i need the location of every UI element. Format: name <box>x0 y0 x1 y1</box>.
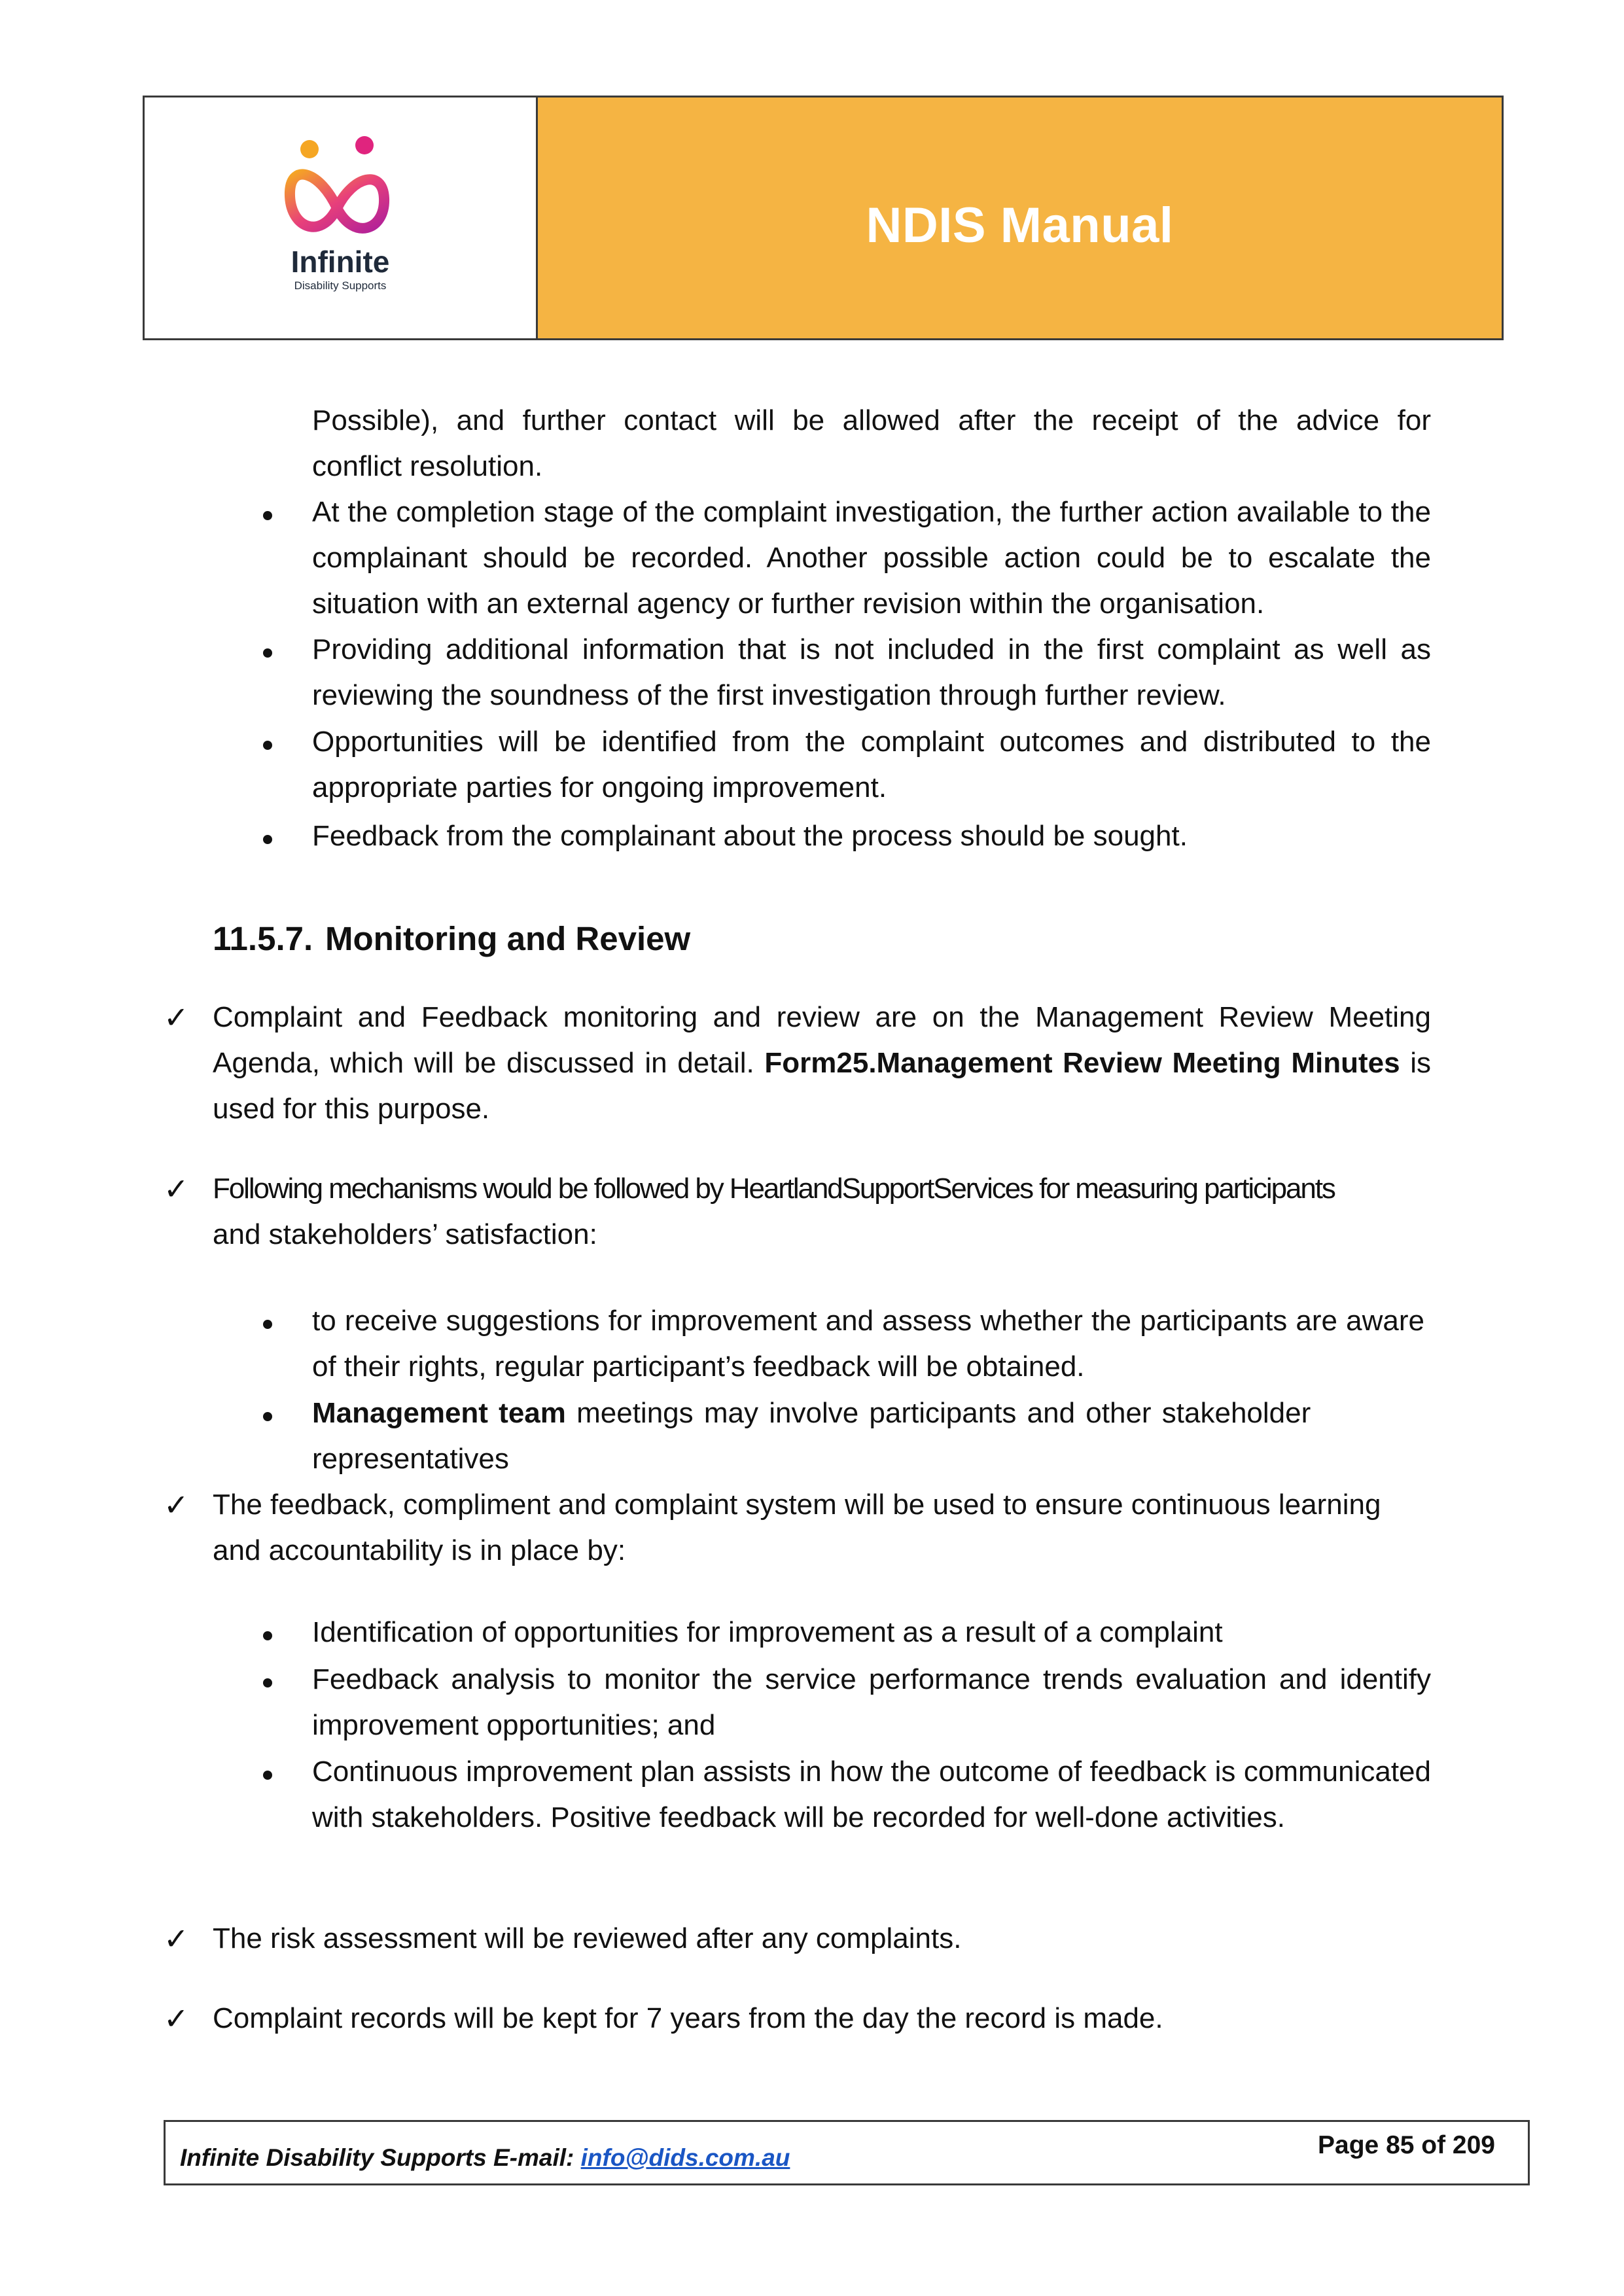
page-footer <box>164 2120 1530 2185</box>
check-item-text: Complaint and Feedback monitoring and review are on the Management Review Meeting Agenda, which will be discussed in detail. <box>213 1001 1431 1079</box>
continued-line-1: Possible), and further contact will be allowed after the receipt of the advice for <box>312 404 1431 436</box>
checkmark-icon: ✓ <box>164 1487 189 1523</box>
logo-infinity-mark <box>290 175 384 228</box>
bullet-dot <box>263 1412 272 1421</box>
logo-pink-dot <box>355 136 374 154</box>
bullet-dot <box>263 1678 272 1687</box>
list-item: At the completion stage of the complaint investigation, the further action available to the complainant should be recorded. Another possible action could be to escalate the situation with an external agency or further revision within the organisation. <box>312 496 1431 620</box>
title-cell <box>538 97 1502 338</box>
section-heading <box>213 916 690 962</box>
check-item: The feedback, compliment and complaint system will be used to ensure continuous learning and accountability is in place by: <box>213 1489 1381 1566</box>
check-item-line-1: Following mechanisms would be followed by HeartlandSupportServices for measuring participants <box>213 1173 1335 1205</box>
logo-brand-name: Infinite <box>291 245 390 279</box>
bullet-dot <box>263 835 272 844</box>
list-item: Continuous improvement plan assists in how the outcome of feedback is communicated with stakeholders. Positive feedback will be recorded for well-done activities. <box>312 1756 1431 1833</box>
bullet-dot <box>263 1631 272 1640</box>
checkmark-icon: ✓ <box>164 1171 189 1207</box>
list-item: Feedback analysis to monitor the service performance trends evaluation and identify improvement opportunities; and <box>312 1663 1431 1741</box>
list-item: Feedback from the complainant about the process should be sought. <box>312 820 1188 852</box>
page-header <box>143 96 1504 340</box>
manual-title: NDIS Manual <box>866 197 1174 253</box>
logo-brand-tagline: Disability Supports <box>294 279 387 292</box>
check-item <box>213 995 1431 1132</box>
bullet-dot <box>263 511 272 520</box>
continued-text <box>312 398 1431 489</box>
check-item-text: is used for this purpose. <box>213 1047 1431 1125</box>
section-title: Monitoring and Review <box>325 920 691 957</box>
bullet-dot <box>263 1320 272 1329</box>
continued-line-2: conflict resolution. <box>312 450 543 482</box>
bullet-dot <box>263 741 272 750</box>
page-number: Page 85 of 209 <box>1318 2131 1495 2159</box>
list-item: Providing additional information that is not included in the first complaint as well as reviewing the soundness of the first investigation through further review. <box>312 633 1431 711</box>
checkmark-icon: ✓ <box>164 2001 189 2036</box>
check-item <box>213 1166 1436 1258</box>
list-item: Opportunities will be identified from the complaint outcomes and distributed to the appropriate parties for ongoing improvement. <box>312 726 1431 804</box>
check-item: Complaint records will be kept for 7 years from the day the record is made. <box>213 2002 1163 2034</box>
checkmark-icon: ✓ <box>164 1000 189 1035</box>
check-item-line-2: and stakeholders’ satisfaction: <box>213 1218 597 1250</box>
check-item: The risk assessment will be reviewed after any complaints. <box>213 1922 962 1954</box>
list-item: Identification of opportunities for improvement as a result of a complaint <box>312 1616 1223 1648</box>
checkmark-icon: ✓ <box>164 1921 189 1956</box>
section-number: 11.5.7. <box>213 920 313 957</box>
footer-email-link[interactable]: info@dids.com.au <box>580 2144 790 2171</box>
infinite-logo <box>265 136 415 300</box>
list-item-text: meetings may involve participants and other stakeholder representatives <box>312 1397 1311 1475</box>
bullet-dot <box>263 648 272 658</box>
footer-company: Infinite Disability Supports E-mail: <box>180 2144 581 2171</box>
logo-orange-dot <box>300 140 319 158</box>
form-reference: Form25.Management Review Meeting Minutes <box>764 1047 1400 1079</box>
bullet-dot <box>263 1771 272 1780</box>
logo-cell <box>145 97 538 338</box>
list-item: to receive suggestions for improvement and assess whether the participants are aware of their rights, regular participant’s feedback will be obtained. <box>312 1305 1424 1383</box>
list-item-bold: Management team <box>312 1397 566 1429</box>
footer-contact <box>180 2144 790 2172</box>
list-item <box>312 1390 1398 1482</box>
